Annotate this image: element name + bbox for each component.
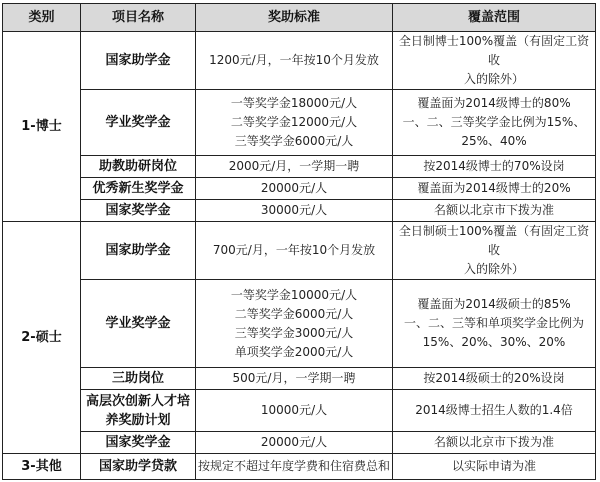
coverage-cell: 按2014级硕士的20%设岗	[393, 368, 596, 390]
table-row	[3, 368, 596, 390]
project-name: 国家助学金	[81, 222, 196, 280]
header-row	[3, 4, 596, 32]
standard-cell: 700元/月，一年按10个月发放	[196, 222, 393, 280]
standard-cell: 2000元/月，一学期一聘	[196, 156, 393, 178]
coverage-cell: 覆盖面为2014级博士的20%	[393, 178, 596, 200]
coverage-cell: 名额以北京市下拨为准	[393, 200, 596, 222]
project-name: 国家奖学金	[81, 200, 196, 222]
project-name: 助教助研岗位	[81, 156, 196, 178]
project-name: 学业奖学金	[81, 90, 196, 156]
coverage-cell: 按2014级博士的70%设岗	[393, 156, 596, 178]
standard-cell: 按规定不超过年度学费和住宿费总和	[196, 454, 393, 480]
header-category: 类别	[3, 4, 81, 32]
scholarship-table	[2, 3, 596, 480]
coverage-cell: 覆盖面为2014级硕士的85% 一、二、三等和单项奖学金比例为 15%、20%、30%、20%	[393, 280, 596, 368]
standard-cell: 一等奖学金10000元/人 二等奖学金6000元/人 三等奖学金3000元/人 单项奖学金2000元/人	[196, 280, 393, 368]
project-name: 国家助学金	[81, 32, 196, 90]
header-project-name: 项目名称	[81, 4, 196, 32]
coverage-cell: 名额以北京市下拨为准	[393, 432, 596, 454]
project-name: 学业奖学金	[81, 280, 196, 368]
table-row	[3, 32, 596, 90]
header-standard: 奖助标准	[196, 4, 393, 32]
standard-cell: 10000元/人	[196, 390, 393, 432]
standard-cell: 1200元/月，一年按10个月发放	[196, 32, 393, 90]
table-row	[3, 90, 596, 156]
table-row	[3, 454, 596, 480]
category-cell: 1-博士	[3, 32, 81, 222]
standard-cell: 20000元/人	[196, 178, 393, 200]
coverage-cell: 全日制硕士100%覆盖（有固定工资收 入的除外）	[393, 222, 596, 280]
coverage-cell: 覆盖面为2014级博士的80% 一、二、三等奖学金比例为15%、 25%、40%	[393, 90, 596, 156]
standard-cell: 一等奖学金18000元/人 二等奖学金12000元/人 三等奖学金6000元/人	[196, 90, 393, 156]
project-name: 优秀新生奖学金	[81, 178, 196, 200]
coverage-cell: 全日制博士100%覆盖（有固定工资收 入的除外）	[393, 32, 596, 90]
table-row	[3, 200, 596, 222]
project-name: 国家助学贷款	[81, 454, 196, 480]
table-row	[3, 280, 596, 368]
standard-cell: 30000元/人	[196, 200, 393, 222]
coverage-cell: 2014级博士招生人数的1.4倍	[393, 390, 596, 432]
project-name: 国家奖学金	[81, 432, 196, 454]
standard-cell: 20000元/人	[196, 432, 393, 454]
header-coverage: 覆盖范围	[393, 4, 596, 32]
coverage-cell: 以实际申请为准	[393, 454, 596, 480]
project-name: 三助岗位	[81, 368, 196, 390]
table-row	[3, 432, 596, 454]
table-row	[3, 390, 596, 432]
category-cell: 2-硕士	[3, 222, 81, 454]
table-row	[3, 156, 596, 178]
category-cell: 3-其他	[3, 454, 81, 480]
table-row	[3, 178, 596, 200]
table-row	[3, 222, 596, 280]
project-name: 高层次创新人才培 养奖励计划	[81, 390, 196, 432]
standard-cell: 500元/月，一学期一聘	[196, 368, 393, 390]
